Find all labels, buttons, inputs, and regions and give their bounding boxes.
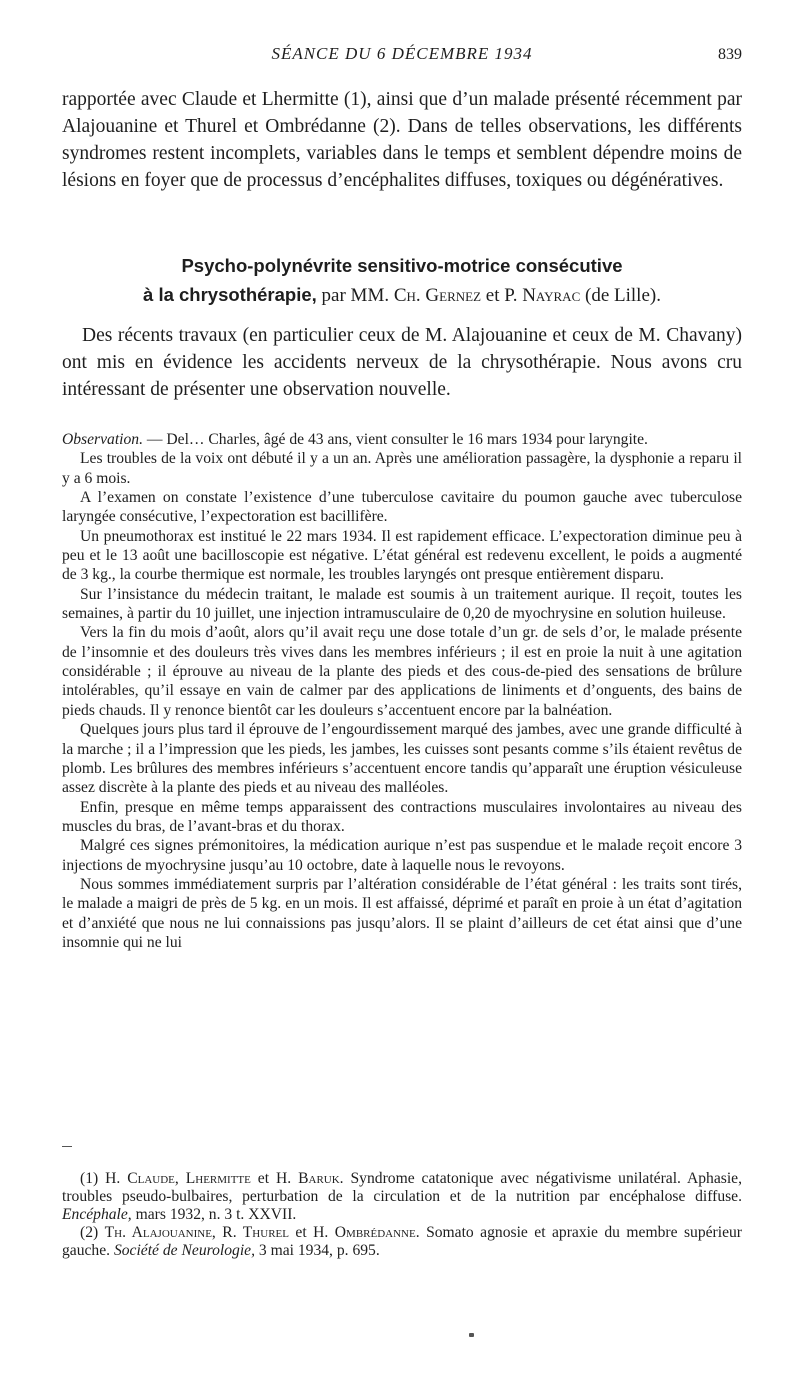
footnote-1-authors: H. Claude, Lhermitte: [105, 1170, 251, 1187]
footnotes: [62, 1170, 742, 1260]
footnote-1-text: Syndrome catatonique avec négativisme unilatéral. Aphasie, troubles pseudo-bulbaires, perturbation de la circulation et de la nutrition par encéphalose diffuse.: [62, 1170, 742, 1205]
heading-title-line1: Psycho-polynévrite sensitivo-motrice consécutive: [181, 255, 623, 276]
observation-paragraph: Quelques jours plus tard il éprouve de l’engourdissement marqué des jambes, avec une grande difficulté à la marche ; il a l’impression que les pieds, les jambes, les cuisses sont pesants comme s’ils étaient revêtus de plomb. Les brûlures des membres inférieurs s’accentuent encore tandis qu’apparaît une éruption vésiculeuse assez discrète à la plante des pieds et au niveau des malléoles.: [62, 721, 742, 797]
footnote-2-and: et: [288, 1224, 314, 1241]
footnote-2-authors: Th. Alajouanine, R. Thurel: [104, 1224, 289, 1241]
observation-paragraph: Enfin, presque en même temps apparaissent des contractions musculaires involontaires au niveau des muscles du bras, de l’avant-bras et du thorax.: [62, 798, 742, 835]
observation-paragraph: Les troubles de la voix ont débuté il y a un an. Après une amélioration passagère, la dysphonie a reparu il y a 6 mois.: [62, 450, 742, 487]
footnote-rule: [62, 1146, 72, 1147]
footnote-1-number: (1): [80, 1170, 106, 1187]
heading-author-1: Ch. Gernez: [393, 285, 482, 306]
running-title: SÉANCE DU 6 DÉCEMBRE 1934: [271, 44, 533, 63]
observation-paragraph: Un pneumothorax est institué le 22 mars 1934. Il est rapidement efficace. L’expectoration diminue peu à peu et le 13 août une bacilloscopie est négative. L’état général est redevenu excellent, le poids a augmenté de 3 kg., la courbe thermique est normale, les troubles laryngés ont presque entièrement disparu.: [62, 527, 742, 584]
footnote-1-ref: mars 1932, n. 3 t. XXVII.: [131, 1206, 297, 1223]
footnote-1: [62, 1170, 742, 1224]
footnote-2-author3: H. Ombrédanne.: [313, 1224, 420, 1241]
heading-and: et: [481, 285, 505, 306]
page-number: 839: [718, 46, 742, 63]
observation-paragraph: Sur l’insistance du médecin traitant, le malade est soumis à un traitement aurique. Il reçoit, toutes les semaines, à partir du 10 juillet, une injection intramusculaire de 0,20 de myochrysine en solution huileuse.: [62, 585, 742, 623]
observation-label: Observation.: [62, 431, 143, 448]
print-speck: [469, 1333, 474, 1337]
running-header: [62, 44, 742, 66]
heading-author-2: P. Nayrac: [504, 285, 581, 306]
lead-paragraph: Des récents travaux (en particulier ceux de M. Alajouanine et ceux de M. Chavany) ont mis en évidence les accidents nerveux de la chrysothérapie. Nous avons cru intéressant de présenter une observation nouvelle.: [62, 325, 742, 400]
footnote-1-and: et: [250, 1170, 276, 1187]
observation-paragraph: A l’examen on constate l’existence d’une tuberculose cavitaire du poumon gauche avec tuberculose laryngée consécutive, l’expectoration est bacillifère.: [62, 489, 742, 526]
heading-affiliation: (de Lille).: [580, 285, 661, 306]
footnote-2-ref: 3 mai 1934, p. 695.: [254, 1242, 380, 1259]
footnote-2: [62, 1224, 742, 1260]
footnote-1-author3: H. Baruk.: [276, 1170, 344, 1187]
observation-paragraph: Malgré ces signes prémonitoires, la médication aurique n’est pas suspendue et le malade reçoit encore 3 injections de myochrysine jusqu’au 10 octobre, date à laquelle nous le revoyons.: [62, 837, 742, 874]
footnote-2-journal: Société de Neurologie,: [113, 1242, 255, 1259]
observation-first-text: — Del… Charles, âgé de 43 ans, vient consulter le 16 mars 1934 pour laryngite.: [143, 431, 648, 448]
observation-paragraph: [62, 430, 742, 449]
observation-paragraph: Vers la fin du mois d’août, alors qu’il avait reçu une dose totale d’un gr. de sels d’or, le malade présente de l’insomnie et des douleurs très vives dans les membres inférieurs ; il est en proie la nuit à une agitation considérable ; il éprouve au niveau de la plante des pieds et des cous-de-pied des sensations de brûlure intolérables, qu’il essaye en vain de calmer par des applications de liniments et d’onguents, des bains de pieds chauds. Il y renonce bientôt car les douleurs s’accentuent encore par la balnéation.: [62, 624, 742, 719]
footnote-2-text: Somato agnosie et apraxie du membre supérieur gauche.: [62, 1224, 742, 1259]
footnote-1-journal: Encéphale,: [62, 1206, 132, 1223]
article-heading: [62, 252, 742, 310]
footnote-2-number: (2): [80, 1224, 105, 1241]
observation-section: [62, 430, 742, 952]
observation-paragraph: Nous sommes immédiatement surpris par l’altération considérable de l’état général : les traits sont tirés, le malade a maigri de près de 5 kg. en un mois. Il est affaissé, déprimé et paraît en proie à un état d’agitation et d’anxiété que nous ne lui connaissions pas jusqu’alors. Il se plaint d’ailleurs de cet état ainsi que d’une insomnie qui ne lui: [62, 875, 742, 951]
heading-by: par MM.: [316, 285, 394, 306]
heading-title-line2: à la chrysothérapie,: [143, 284, 317, 305]
intro-paragraph: rapportée avec Claude et Lhermitte (1), ainsi que d’un malade présenté récemment par Alajouanine et Thurel et Ombrédanne (2). Dans de telles observations, les différents syndromes restent incomplets, variables dans le temps et semblent dépendre moins de lésions en foyer que de processus d’encéphalites diffuses, toxiques ou dégénératives.: [62, 89, 742, 191]
